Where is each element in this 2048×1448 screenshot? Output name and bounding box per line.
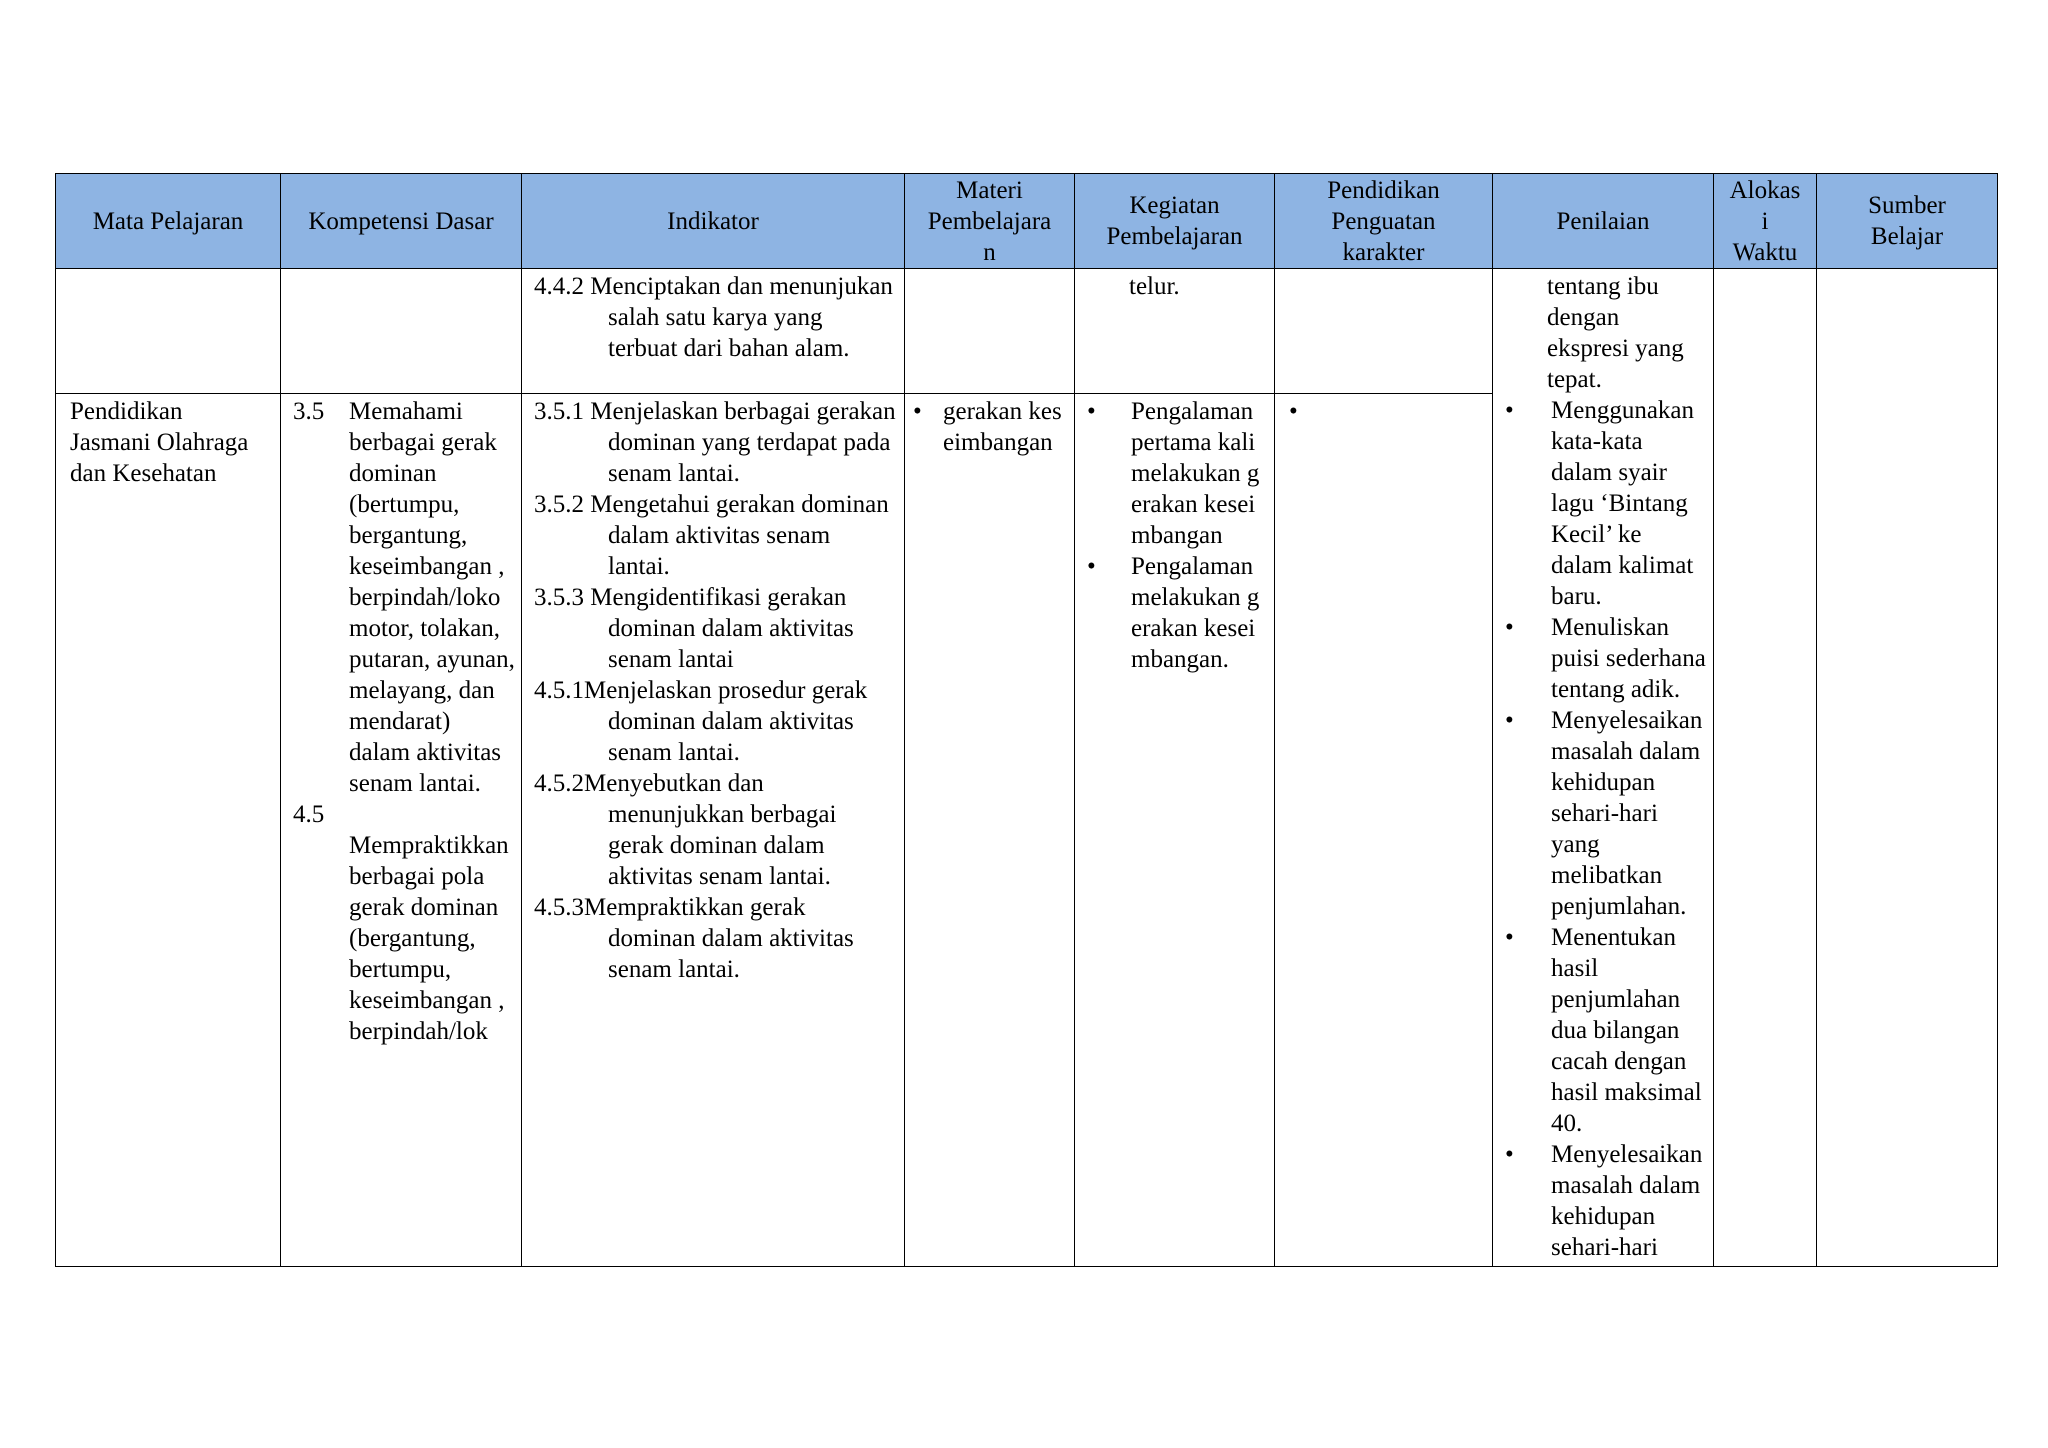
kegiatan-item: • Pengalaman pertama kali melakukan gerakan keseimbangan: [1087, 396, 1268, 551]
kd-3-5-text: Memahami berbagai gerak dominan (bertumpu, bergantung, keseimbangan , berpindah/lokomotor, tolakan, putaran, ayunan, melayang, dan mendarat) dalam aktivitas senam lantai.: [349, 398, 515, 797]
header-sumber: [1817, 174, 1998, 269]
header-materi: [905, 174, 1075, 269]
indikator-item: 4.5.1Menjelaskan prosedur gerak dominan dalam aktivitas senam lantai.: [534, 677, 868, 766]
header-sumber-line2: Belajar: [1870, 223, 1944, 250]
indikator-4-4-2: 4.4.2 Menciptakan dan menunjukan salah satu karya yang terbuat dari bahan alam.: [534, 273, 893, 362]
header-alokasi-line1: Alokas: [1729, 176, 1801, 204]
row1-kd-cell: [281, 269, 522, 394]
header-alokasi-line2: i: [1761, 207, 1769, 235]
row2-kd-cell: [281, 394, 522, 1267]
penilaian-cont-line2: dengan: [1547, 304, 1620, 331]
header-penilaian: Penilaian: [1493, 174, 1714, 269]
header-ppk-line1: Pendidikan: [1327, 176, 1440, 204]
kd-4-5-text: Mempraktikkan berbagai pola gerak dominan (bergantung, bertumpu, keseimbangan , berpindah/lok: [349, 832, 509, 1045]
penilaian-cont-line4: tepat.: [1547, 366, 1602, 393]
materi-list: [913, 396, 1068, 458]
header-row: [56, 174, 1998, 269]
kd-3-5-number: 3.5: [293, 398, 325, 425]
indikator-item: 3.5.1 Menjelaskan berbagai gerakan dominan yang terdapat pada senam lantai.: [534, 398, 896, 487]
header-alokasi-line3: Waktu: [1732, 238, 1798, 266]
header-kegiatan-line2: Pembelajaran: [1106, 223, 1243, 250]
header-materi-line2: Pembelajara: [927, 207, 1052, 235]
penilaian-item: • Menggunakan kata-kata dalam syair lagu ‘Bintang Kecil’ ke dalam kalimat baru.: [1505, 395, 1707, 612]
penilaian-cont-line1: tentang ibu: [1547, 273, 1659, 300]
mapel-line3: dan Kesehatan: [70, 460, 217, 487]
penilaian-list: [1505, 395, 1707, 1263]
header-ppk: [1275, 174, 1493, 269]
sumber-cell: [1817, 269, 1998, 1267]
mapel-line2: Jasmani Olahraga: [70, 429, 249, 456]
penilaian-item: • Menyelesaikan masalah dalam kehidupan sehari-hari yang melibatkan penjumlahan.: [1505, 705, 1707, 922]
lesson-plan-table: [55, 173, 1998, 1267]
row2-mapel-cell: [56, 394, 281, 1267]
kegiatan-list: [1087, 396, 1268, 675]
indikator-item: 4.5.3Mempraktikkan gerak dominan dalam aktivitas senam lantai.: [534, 894, 854, 983]
header-ppk-line3: karakter: [1342, 238, 1425, 266]
kd-4-5-number: 4.5: [293, 801, 325, 828]
materi-item: • gerakan keseimbangan: [913, 396, 1068, 458]
penilaian-item: • Menentukan hasil penjumlahan dua bilangan cacah dengan hasil maksimal 40.: [1505, 922, 1707, 1139]
row1-ppk-cell: [1275, 269, 1493, 394]
row2-kegiatan-cell: [1075, 394, 1275, 1267]
row1-indikator-cell: [522, 269, 905, 394]
row2-indikator-cell: [522, 394, 905, 1267]
penilaian-cont-line3: ekspresi yang: [1547, 335, 1684, 362]
kd-3-5: [293, 396, 515, 799]
alokasi-cell: [1714, 269, 1817, 1267]
header-sumber-line1: Sumber: [1868, 192, 1946, 219]
header-ppk-line2: Penguatan: [1331, 207, 1436, 235]
row2-materi-cell: [905, 394, 1075, 1267]
header-alokasi: [1714, 174, 1817, 269]
row1-kegiatan-cell: [1075, 269, 1275, 394]
penilaian-item: • Menyelesaikan masalah dalam kehidupan sehari-hari: [1505, 1139, 1707, 1263]
header-materi-line1: Materi: [956, 176, 1023, 204]
table-row: [56, 269, 1998, 394]
row1-mapel-cell: [56, 269, 281, 394]
header-materi-line3: n: [983, 238, 996, 266]
penilaian-item: • Menuliskan puisi sederhana tentang adik.: [1505, 612, 1707, 705]
header-mata-pelajaran: Mata Pelajaran: [56, 174, 281, 269]
header-kompetensi-dasar: Kompetensi Dasar: [281, 174, 522, 269]
row2-ppk-cell: [1275, 394, 1493, 1267]
penilaian-cell: [1493, 269, 1714, 1267]
indikator-item: 3.5.3 Mengidentifikasi gerakan dominan dalam aktivitas senam lantai: [534, 584, 854, 673]
kegiatan-item: • Pengalaman melakukan gerakan keseimbangan.: [1087, 551, 1268, 675]
kegiatan-telur: telur.: [1129, 273, 1180, 300]
mapel-line1: Pendidikan: [70, 398, 183, 425]
header-indikator: Indikator: [522, 174, 905, 269]
indikator-item: 3.5.2 Mengetahui gerakan dominan dalam aktivitas senam lantai.: [534, 491, 889, 580]
header-kegiatan-line1: Kegiatan: [1129, 192, 1220, 219]
header-kegiatan: [1075, 174, 1275, 269]
indikator-item: 4.5.2Menyebutkan dan menunjukkan berbagai gerak dominan dalam aktivitas senam lantai.: [534, 770, 837, 890]
row1-materi-cell: [905, 269, 1075, 394]
